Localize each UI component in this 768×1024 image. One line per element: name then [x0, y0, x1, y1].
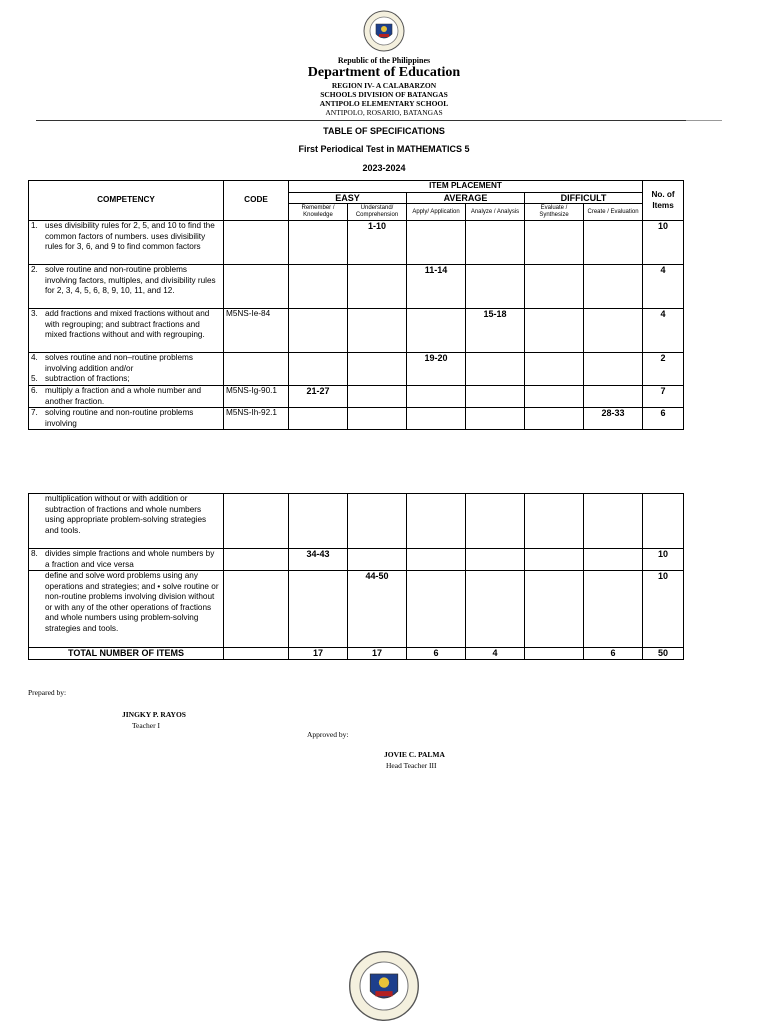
approved-title: Head Teacher III: [386, 761, 437, 770]
cell-total: 10: [643, 549, 684, 571]
total-understand: 17: [348, 648, 407, 660]
cell-total: 10: [643, 221, 684, 265]
competency-text: define and solve word problems using any operations and strategies; and • solve routine or non-routine problems involving division without or with any of the other operations of fractions and whole numbers using problem-solving strategies and tools.: [45, 571, 219, 633]
cell-analyze: [466, 408, 525, 430]
cell-evaluate: [525, 265, 584, 309]
cell-create: [584, 353, 643, 386]
cell-create: [584, 571, 643, 648]
deped-seal-bottom: [348, 950, 420, 1022]
header-average: AVERAGE: [407, 192, 525, 204]
code-cell: [224, 549, 289, 571]
competency-text: divides simple fractions and whole numbers by a fraction and vice versa: [45, 549, 215, 569]
cell-create: [584, 549, 643, 571]
cell-understand: 1-10: [348, 221, 407, 265]
cell-understand: [348, 265, 407, 309]
header-divider: [36, 120, 720, 121]
cell-evaluate: [525, 494, 584, 549]
prepared-title: Teacher I: [132, 721, 160, 730]
cell-understand: [348, 353, 407, 386]
row-number: 8.: [31, 549, 38, 558]
competency-text: solves routine and non–routine problems involving addition and/or: [45, 353, 193, 373]
cell-create: [584, 386, 643, 408]
sub-apply: Apply/ Application: [407, 204, 466, 221]
approved-name: JOVIE C. PALMA: [384, 750, 445, 759]
cell-analyze: [466, 265, 525, 309]
cell-evaluate: [525, 353, 584, 386]
cell-analyze: 15-18: [466, 309, 525, 353]
total-items: 50: [643, 648, 684, 660]
cell-evaluate: [525, 571, 584, 648]
competency-text: uses divisibility rules for 2, 5, and 10 to find the common factors of numbers. uses divisibility rules for 3, 6, and 9 to find common factors: [45, 221, 215, 251]
cell-total: 6: [643, 408, 684, 430]
cell-apply: [407, 494, 466, 549]
cell-create: [584, 221, 643, 265]
cell-remember: [289, 353, 348, 386]
cell-total: 4: [643, 309, 684, 353]
total-label: TOTAL NUMBER OF ITEMS: [29, 648, 224, 660]
competency-text: multiplication without or with addition or subtraction of fractions and whole numbers using appropriate problem-solving strategies and tools.: [45, 494, 207, 535]
cell-create: [584, 494, 643, 549]
cell-understand: 44-50: [348, 571, 407, 648]
school-line: ANTIPOLO ELEMENTARY SCHOOL: [319, 99, 449, 108]
prepared-name: JINGKY P. RAYOS: [122, 710, 186, 719]
doc-subtitle: First Periodical Test in MATHEMATICS 5: [298, 144, 470, 154]
cell-apply: [407, 571, 466, 648]
cell-understand: [348, 494, 407, 549]
cell-apply: [407, 549, 466, 571]
cell-remember: [289, 221, 348, 265]
deped-seal-top: [363, 10, 405, 52]
table-row: [29, 494, 684, 549]
row-number: 3.: [31, 309, 38, 318]
sub-create: Create / Evaluation: [584, 204, 643, 221]
cell-understand: [348, 309, 407, 353]
cell-understand: [348, 386, 407, 408]
row-number: 6.: [31, 386, 38, 395]
header-divider-end: [686, 120, 722, 121]
total-create: 6: [584, 648, 643, 660]
table-row: [29, 386, 684, 408]
competency-text: multiply a fraction and a whole number and another fraction.: [45, 386, 202, 406]
cell-create: [584, 309, 643, 353]
row-number: 7.: [31, 408, 38, 417]
table-row: [29, 353, 684, 386]
header-competency: COMPETENCY: [29, 181, 224, 221]
cell-apply: 11-14: [407, 265, 466, 309]
total-row: [29, 648, 684, 660]
total-analyze: 4: [466, 648, 525, 660]
specs-table-part1: [28, 180, 684, 430]
row-number: [31, 494, 45, 536]
cell-create: [584, 265, 643, 309]
row-number: 4.: [31, 353, 38, 362]
header-no-items: No. of Items: [643, 181, 684, 221]
table-row: [29, 309, 684, 353]
address-line: ANTIPOLO, ROSARIO, BATANGAS: [325, 108, 443, 117]
sub-analyze: Analyze / Analysis: [466, 204, 525, 221]
code-cell: [224, 265, 289, 309]
header-difficult: DIFFICULT: [525, 192, 643, 204]
cell-understand: [348, 408, 407, 430]
cell-analyze: [466, 221, 525, 265]
competency-text: solve routine and non-routine problems involving factors, multiples, and divisibility rules for 2, 3, 4, 5, 6, 8, 9, 10, 11, and 12.: [45, 265, 216, 295]
total-evaluate: [525, 648, 584, 660]
cell-analyze: [466, 549, 525, 571]
specs-table-part2: [28, 493, 684, 660]
cell-remember: 34-43: [289, 549, 348, 571]
cell-create: 28-33: [584, 408, 643, 430]
cell-apply: [407, 408, 466, 430]
approved-label: Approved by:: [307, 730, 349, 739]
code-cell: M5NS-Ih-92.1: [224, 408, 289, 430]
table-row: [29, 571, 684, 648]
code-cell: M5NS-Ig-90.1: [224, 386, 289, 408]
table-row: [29, 221, 684, 265]
republic-line: Republic of the Philippines: [337, 56, 431, 65]
cell-total: 2: [643, 353, 684, 386]
code-cell: [224, 494, 289, 549]
header-code: CODE: [224, 181, 289, 221]
sub-remember: Remember / Knowledge: [289, 204, 348, 221]
row-number: 5.: [31, 374, 38, 383]
competency-text: add fractions and mixed fractions without and with regrouping; and subtract fractions and mixed fractions without and with regrouping.: [45, 309, 210, 339]
region-line: REGION IV- A CALABARZON: [331, 81, 437, 90]
cell-apply: 19-20: [407, 353, 466, 386]
code-cell: [224, 353, 289, 386]
cell-total: [643, 494, 684, 549]
cell-remember: [289, 408, 348, 430]
cell-total: 10: [643, 571, 684, 648]
cell-analyze: [466, 494, 525, 549]
code-cell: [224, 571, 289, 648]
prepared-label: Prepared by:: [28, 688, 67, 697]
cell-remember: [289, 494, 348, 549]
header-item-placement: ITEM PLACEMENT: [289, 181, 643, 193]
table-row: [29, 549, 684, 571]
table-row: [29, 408, 684, 430]
cell-apply: [407, 221, 466, 265]
cell-understand: [348, 549, 407, 571]
cell-analyze: [466, 353, 525, 386]
cell-analyze: [466, 386, 525, 408]
department-title: Department of Education: [307, 65, 461, 80]
cell-apply: [407, 386, 466, 408]
competency-text: solving routine and non-routine problems involving: [45, 408, 194, 428]
cell-evaluate: [525, 408, 584, 430]
cell-remember: [289, 309, 348, 353]
total-apply: 6: [407, 648, 466, 660]
cell-evaluate: [525, 221, 584, 265]
doc-title: TABLE OF SPECIFICATIONS: [323, 126, 445, 136]
header-easy: EASY: [289, 192, 407, 204]
sub-understand: Understand/ Comprehension: [348, 204, 407, 221]
sub-evaluate: Evaluate / Synthesize: [525, 204, 584, 221]
division-line: SCHOOLS DIVISION OF BATANGAS: [320, 90, 448, 99]
cell-total: 4: [643, 265, 684, 309]
cell-evaluate: [525, 309, 584, 353]
school-year: 2023-2024: [362, 163, 406, 173]
cell-evaluate: [525, 386, 584, 408]
cell-remember: [289, 571, 348, 648]
row-number: 2.: [31, 265, 38, 274]
cell-apply: [407, 309, 466, 353]
row-number: [31, 571, 45, 634]
total-remember: 17: [289, 648, 348, 660]
cell-remember: 21-27: [289, 386, 348, 408]
cell-remember: [289, 265, 348, 309]
code-cell: [224, 221, 289, 265]
cell-evaluate: [525, 549, 584, 571]
cell-analyze: [466, 571, 525, 648]
cell-total: 7: [643, 386, 684, 408]
table-row: [29, 265, 684, 309]
code-cell: M5NS-Ie-84: [224, 309, 289, 353]
row-number: 1.: [31, 221, 38, 230]
competency-text: subtraction of fractions;: [45, 374, 130, 383]
